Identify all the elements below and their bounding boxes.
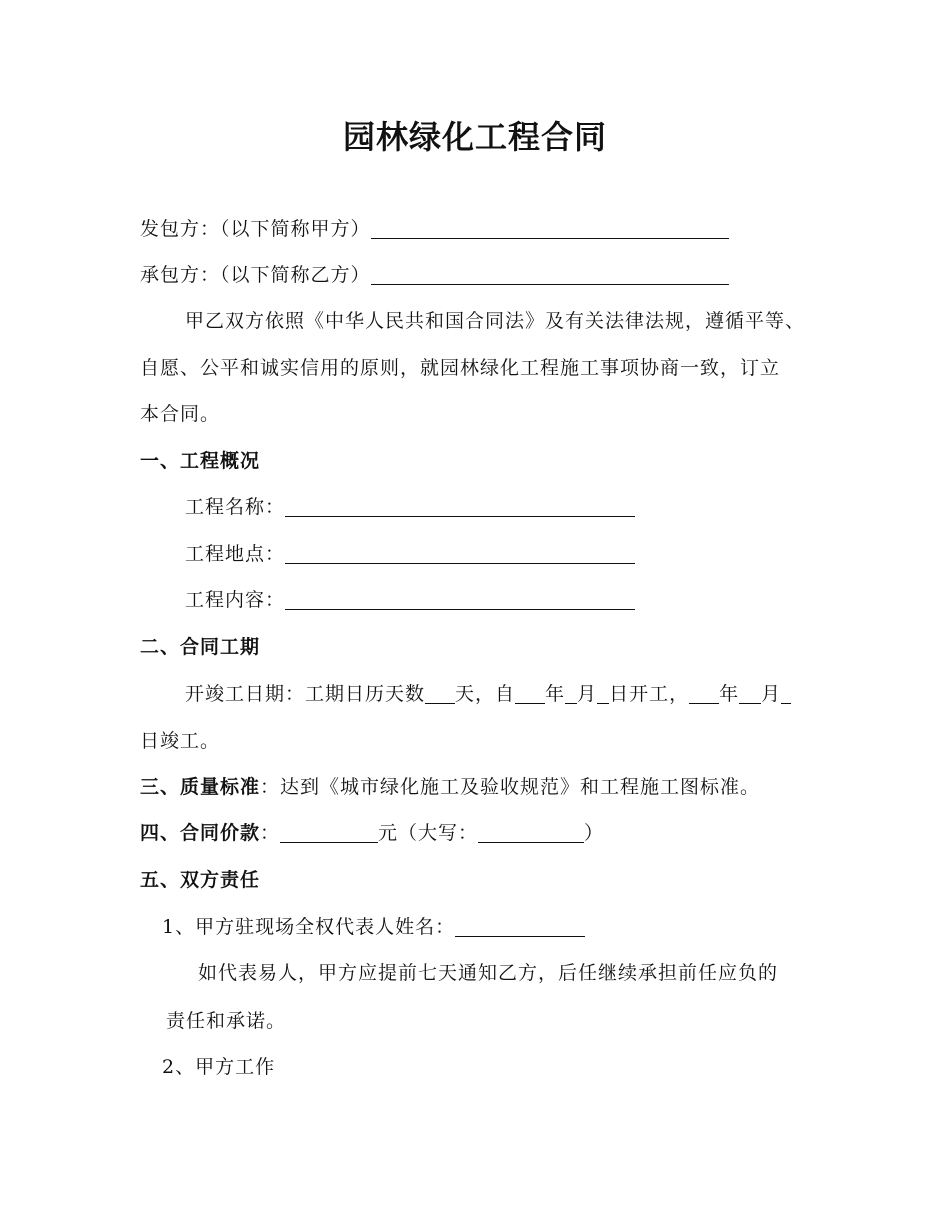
party-a-blank (371, 218, 729, 239)
section-1-heading: 一、工程概况 (140, 450, 261, 472)
schedule-prefix: 开竣工日期：工期日历天数 (185, 683, 426, 705)
project-name-line (185, 492, 635, 522)
item-2-line: 2、甲方工作 (162, 1056, 276, 1078)
end-day-blank (781, 683, 791, 704)
preamble-line-1: 甲乙双方依照《中华人民共和国合同法》及有关法律法规，遵循平等、 (185, 310, 806, 332)
section-2-heading: 二、合同工期 (140, 636, 261, 658)
item-1-label: 1、甲方驻现场全权代表人姓名： (162, 916, 456, 938)
start-year-unit: 年 (545, 683, 566, 705)
project-location-blank (285, 543, 635, 564)
end-month-unit: 月 (761, 683, 782, 705)
project-content-blank (285, 589, 635, 610)
price-unit: 元（大写： (378, 822, 479, 844)
section-4-line (140, 818, 604, 848)
representative-blank (455, 916, 585, 937)
project-content-label: 工程内容： (185, 589, 286, 611)
days-unit: 天，自 (455, 683, 516, 705)
item-1-note-line-1: 如代表易人，甲方应提前七天通知乙方，后任继续承担前任应负的 (198, 962, 779, 984)
schedule-line-1 (185, 679, 791, 709)
section-4-colon: ： (260, 822, 281, 844)
start-day-unit: 日开工， (609, 683, 690, 705)
days-blank (425, 683, 455, 704)
party-b-label: 承包方：（以下简称乙方） (140, 264, 371, 286)
project-location-line (185, 539, 635, 569)
project-location-label: 工程地点： (185, 543, 286, 565)
section-4-heading: 四、合同价款 (140, 822, 261, 844)
start-month-blank (565, 683, 577, 704)
document-title: 园林绿化工程合同 (342, 118, 607, 156)
price-blank (280, 822, 378, 843)
project-name-label: 工程名称： (185, 496, 286, 518)
section-3-text: ：达到《城市绿化施工及验收规范》和工程施工图标准。 (260, 776, 761, 798)
party-a-line (140, 214, 729, 244)
item-1-line (162, 912, 585, 942)
section-3-line (140, 772, 760, 802)
project-name-blank (285, 496, 635, 517)
project-content-line (185, 585, 635, 615)
party-b-line (140, 260, 729, 290)
preamble-line-2: 自愿、公平和诚实信用的原则，就园林绿化工程施工事项协商一致，订立 (140, 357, 781, 379)
start-year-blank (515, 683, 545, 704)
section-3-heading: 三、质量标准 (140, 776, 261, 798)
price-words-blank (478, 822, 584, 843)
item-1-note-line-2: 责任和承诺。 (166, 1010, 287, 1032)
party-a-label: 发包方：（以下简称甲方） (140, 218, 371, 240)
end-year-unit: 年 (719, 683, 740, 705)
section-5-heading: 五、双方责任 (140, 869, 261, 891)
schedule-line-2: 日竣工。 (140, 730, 221, 752)
start-month-unit: 月 (577, 683, 598, 705)
end-month-blank (739, 683, 761, 704)
end-year-blank (689, 683, 719, 704)
preamble-line-3: 本合同。 (140, 403, 221, 425)
start-day-blank (597, 683, 609, 704)
party-b-blank (371, 264, 729, 285)
price-close: ） (584, 822, 605, 844)
